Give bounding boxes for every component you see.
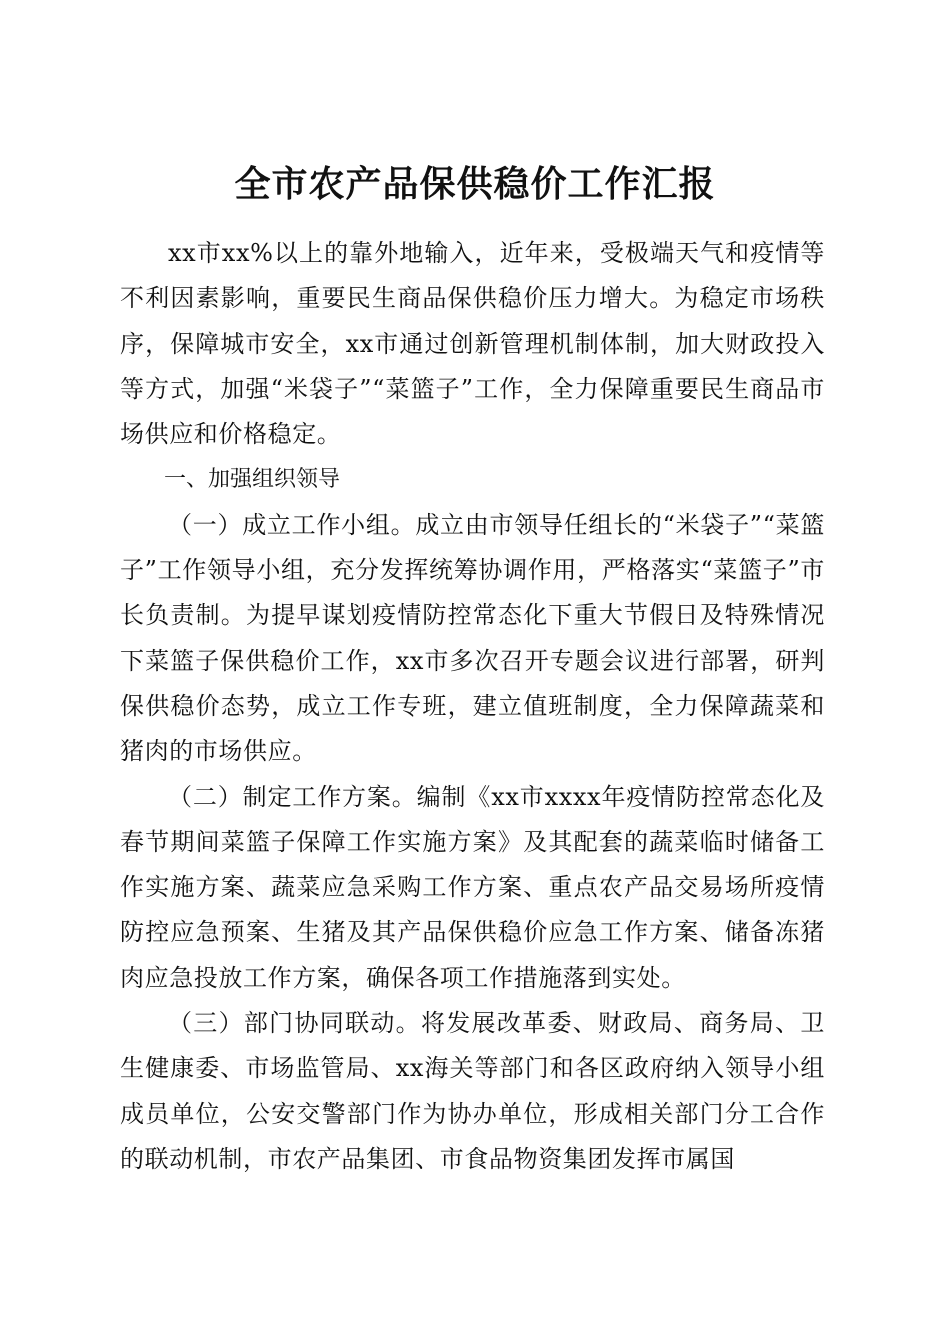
subsection-label-3: （三）部门协同联动。 (168, 1009, 421, 1038)
subsection-paragraph-2 (120, 775, 825, 1001)
document-title: 全市农产品保供稳价工作汇报 (234, 163, 716, 206)
subsection-label-2: （二）制定工作方案。 (168, 782, 417, 811)
section-heading: 一、加强组织领导 (164, 467, 341, 493)
intro-paragraph: xx市xx%以上的靠外地输入，近年来，受极端天气和疫情等不利因素影响，重要民生商品保供稳价压力增大。为稳定市场秩序，保障城市安全，xx市通过创新管理机制体制，加大财政投入等方式，加强“米袋子”“菜篮子”工作，全力保障重要民生商品市场供应和价格稳定。 (120, 239, 825, 449)
document-body (120, 231, 825, 1182)
subsection-paragraph-1 (120, 503, 825, 775)
subsection-text-3: 将发展改革委、财政局、商务局、卫生健康委、市场监管局、xx海关等部门和各区政府纳入领导小组成员单位，公安交警部门作为协办单位，形成相关部门分工合作的联动机制，市农产品集团、市食品物资集团发挥市属国 (120, 1009, 826, 1173)
subsection-label-1: （一）成立工作小组。 (168, 510, 416, 539)
subsection-text-2: 编制《xx市xxxx年疫情防控常态化及春节期间菜篮子保障工作实施方案》及其配套的蔬菜临时储备工作实施方案、蔬菜应急采购工作方案、重点农产品交易场所疫情防控应急预案、生猪及其产品保供稳价应急工作方案、储备冻猪肉应急投放工作方案，确保各项工作措施落到实处。 (120, 782, 825, 992)
subsection-paragraph-3 (120, 1001, 825, 1182)
subsection-text-1: 成立由市领导任组长的“米袋子”“菜篮子”工作领导小组，充分发挥统筹协调作用，严格落实“菜篮子”市长负责制。为提早谋划疫情防控常态化下重大节假日及特殊情况下菜篮子保供稳价工作，xx市多次召开专题会议进行部署，研判保供稳价态势，成立工作专班，建立值班制度，全力保障蔬菜和猪肉的市场供应。 (120, 510, 826, 766)
